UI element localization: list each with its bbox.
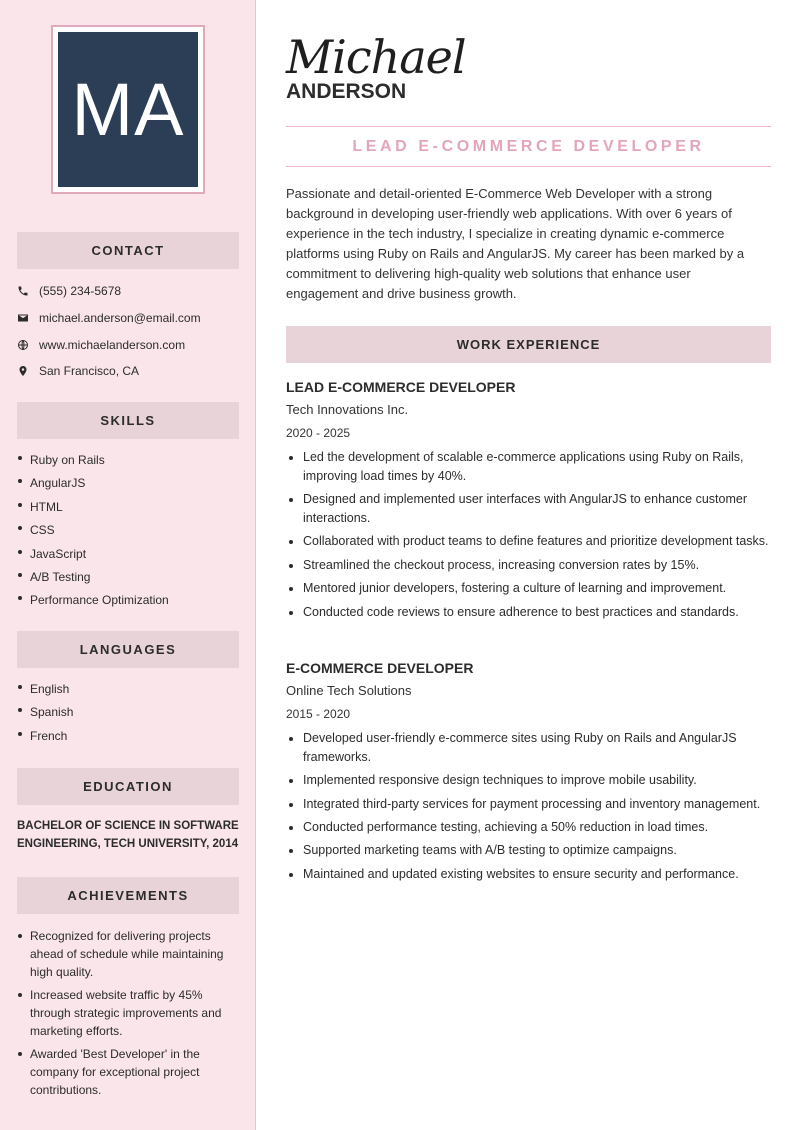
last-name: ANDERSON bbox=[286, 80, 407, 103]
contact-heading: CONTACT bbox=[17, 232, 239, 269]
list-item: Led the development of scalable e-commerce applications using Ruby on Rails, improving load times by 40%. bbox=[286, 448, 771, 486]
list-item: Increased website traffic by 45% through strategic improvements and marketing efforts. bbox=[17, 986, 229, 1040]
contact-website[interactable] bbox=[17, 331, 239, 358]
job-entry bbox=[286, 659, 771, 888]
company-name: Tech Innovations Inc. bbox=[286, 402, 409, 417]
education-heading: EDUCATION bbox=[17, 768, 239, 805]
list-item: Developed user-friendly e-commerce sites using Ruby on Rails and AngularJS frameworks. bbox=[286, 729, 771, 767]
globe-icon bbox=[17, 339, 39, 351]
contact-list bbox=[17, 278, 239, 385]
job-bullets bbox=[286, 729, 771, 884]
job-title-banner: LEAD E-COMMERCE DEVELOPER bbox=[286, 126, 771, 167]
list-item: Performance Optimization bbox=[17, 589, 239, 612]
contact-email[interactable] bbox=[17, 305, 239, 332]
achievements-section bbox=[17, 877, 239, 1104]
list-item: CSS bbox=[17, 519, 239, 542]
first-name: Michael bbox=[286, 30, 466, 84]
skills-list bbox=[17, 449, 239, 613]
list-item: Maintained and updated existing websites to ensure security and performance. bbox=[286, 865, 771, 884]
contact-location-text: San Francisco, CA bbox=[39, 364, 140, 379]
education-degree: BACHELOR OF SCIENCE IN SOFTWARE ENGINEERING, TECH UNIVERSITY, 2014 bbox=[17, 820, 239, 850]
skills-heading: SKILLS bbox=[17, 402, 239, 439]
contact-phone[interactable] bbox=[17, 278, 239, 305]
contact-section bbox=[17, 232, 239, 385]
job-dates: 2015 - 2020 bbox=[286, 707, 351, 721]
location-pin-icon bbox=[17, 365, 39, 377]
job-title: LEAD E-COMMERCE DEVELOPER bbox=[286, 379, 516, 395]
list-item: Designed and implemented user interfaces with AngularJS to enhance customer interactions. bbox=[286, 490, 771, 528]
languages-heading: LANGUAGES bbox=[17, 631, 239, 668]
list-item: French bbox=[17, 725, 239, 748]
job-dates: 2020 - 2025 bbox=[286, 426, 351, 440]
list-item: HTML bbox=[17, 496, 239, 519]
list-item: Conducted performance testing, achieving a 50% reduction in load times. bbox=[286, 818, 771, 837]
contact-location bbox=[17, 358, 239, 385]
professional-summary: Passionate and detail-oriented E-Commerce Web Developer with a strong background in developing user-friendly web applications. With over 6 years of experience in the tech industry, I specialize in creating dynamic e-commerce platforms using Ruby on Rails and AngularJS. My career has been marked by a commitment to delivering high-quality web solutions that enhance user engagement and drive business growth. bbox=[286, 186, 745, 302]
skills-section bbox=[17, 402, 239, 613]
achievements-list bbox=[17, 927, 229, 1099]
contact-email-text: michael.anderson@email.com bbox=[39, 311, 201, 326]
achievements-heading: ACHIEVEMENTS bbox=[17, 877, 239, 914]
languages-list bbox=[17, 678, 239, 748]
list-item: Recognized for delivering projects ahead of schedule while maintaining high quality. bbox=[17, 927, 229, 981]
education-section bbox=[17, 768, 239, 853]
job-title: E-COMMERCE DEVELOPER bbox=[286, 660, 474, 676]
languages-section bbox=[17, 631, 239, 748]
list-item: Ruby on Rails bbox=[17, 449, 239, 472]
work-experience-heading: WORK EXPERIENCE bbox=[286, 326, 771, 363]
list-item: Implemented responsive design techniques to improve mobile usability. bbox=[286, 771, 771, 790]
list-item: Spanish bbox=[17, 701, 239, 724]
list-item: Streamlined the checkout process, increasing conversion rates by 15%. bbox=[286, 556, 771, 575]
company-name: Online Tech Solutions bbox=[286, 683, 412, 698]
list-item: Conducted code reviews to ensure adherence to best practices and standards. bbox=[286, 603, 771, 622]
list-item: Mentored junior developers, fostering a culture of learning and improvement. bbox=[286, 579, 771, 598]
list-item: Integrated third-party services for payment processing and inventory management. bbox=[286, 795, 771, 814]
list-item: A/B Testing bbox=[17, 566, 239, 589]
job-bullets bbox=[286, 448, 771, 621]
monogram-frame bbox=[51, 25, 205, 194]
job-entry bbox=[286, 378, 771, 626]
email-icon bbox=[17, 312, 39, 324]
contact-website-text: www.michaelanderson.com bbox=[39, 337, 186, 352]
phone-icon bbox=[17, 285, 39, 297]
list-item: Collaborated with product teams to define features and prioritize development tasks. bbox=[286, 532, 771, 551]
list-item: Supported marketing teams with A/B testing to optimize campaigns. bbox=[286, 841, 771, 860]
list-item: JavaScript bbox=[17, 543, 239, 566]
contact-phone-text: (555) 234-5678 bbox=[39, 284, 122, 299]
sidebar bbox=[0, 0, 256, 1130]
monogram: MA bbox=[58, 32, 198, 187]
list-item: Awarded 'Best Developer' in the company for exceptional project contributions. bbox=[17, 1045, 229, 1099]
list-item: AngularJS bbox=[17, 472, 239, 495]
list-item: English bbox=[17, 678, 239, 701]
